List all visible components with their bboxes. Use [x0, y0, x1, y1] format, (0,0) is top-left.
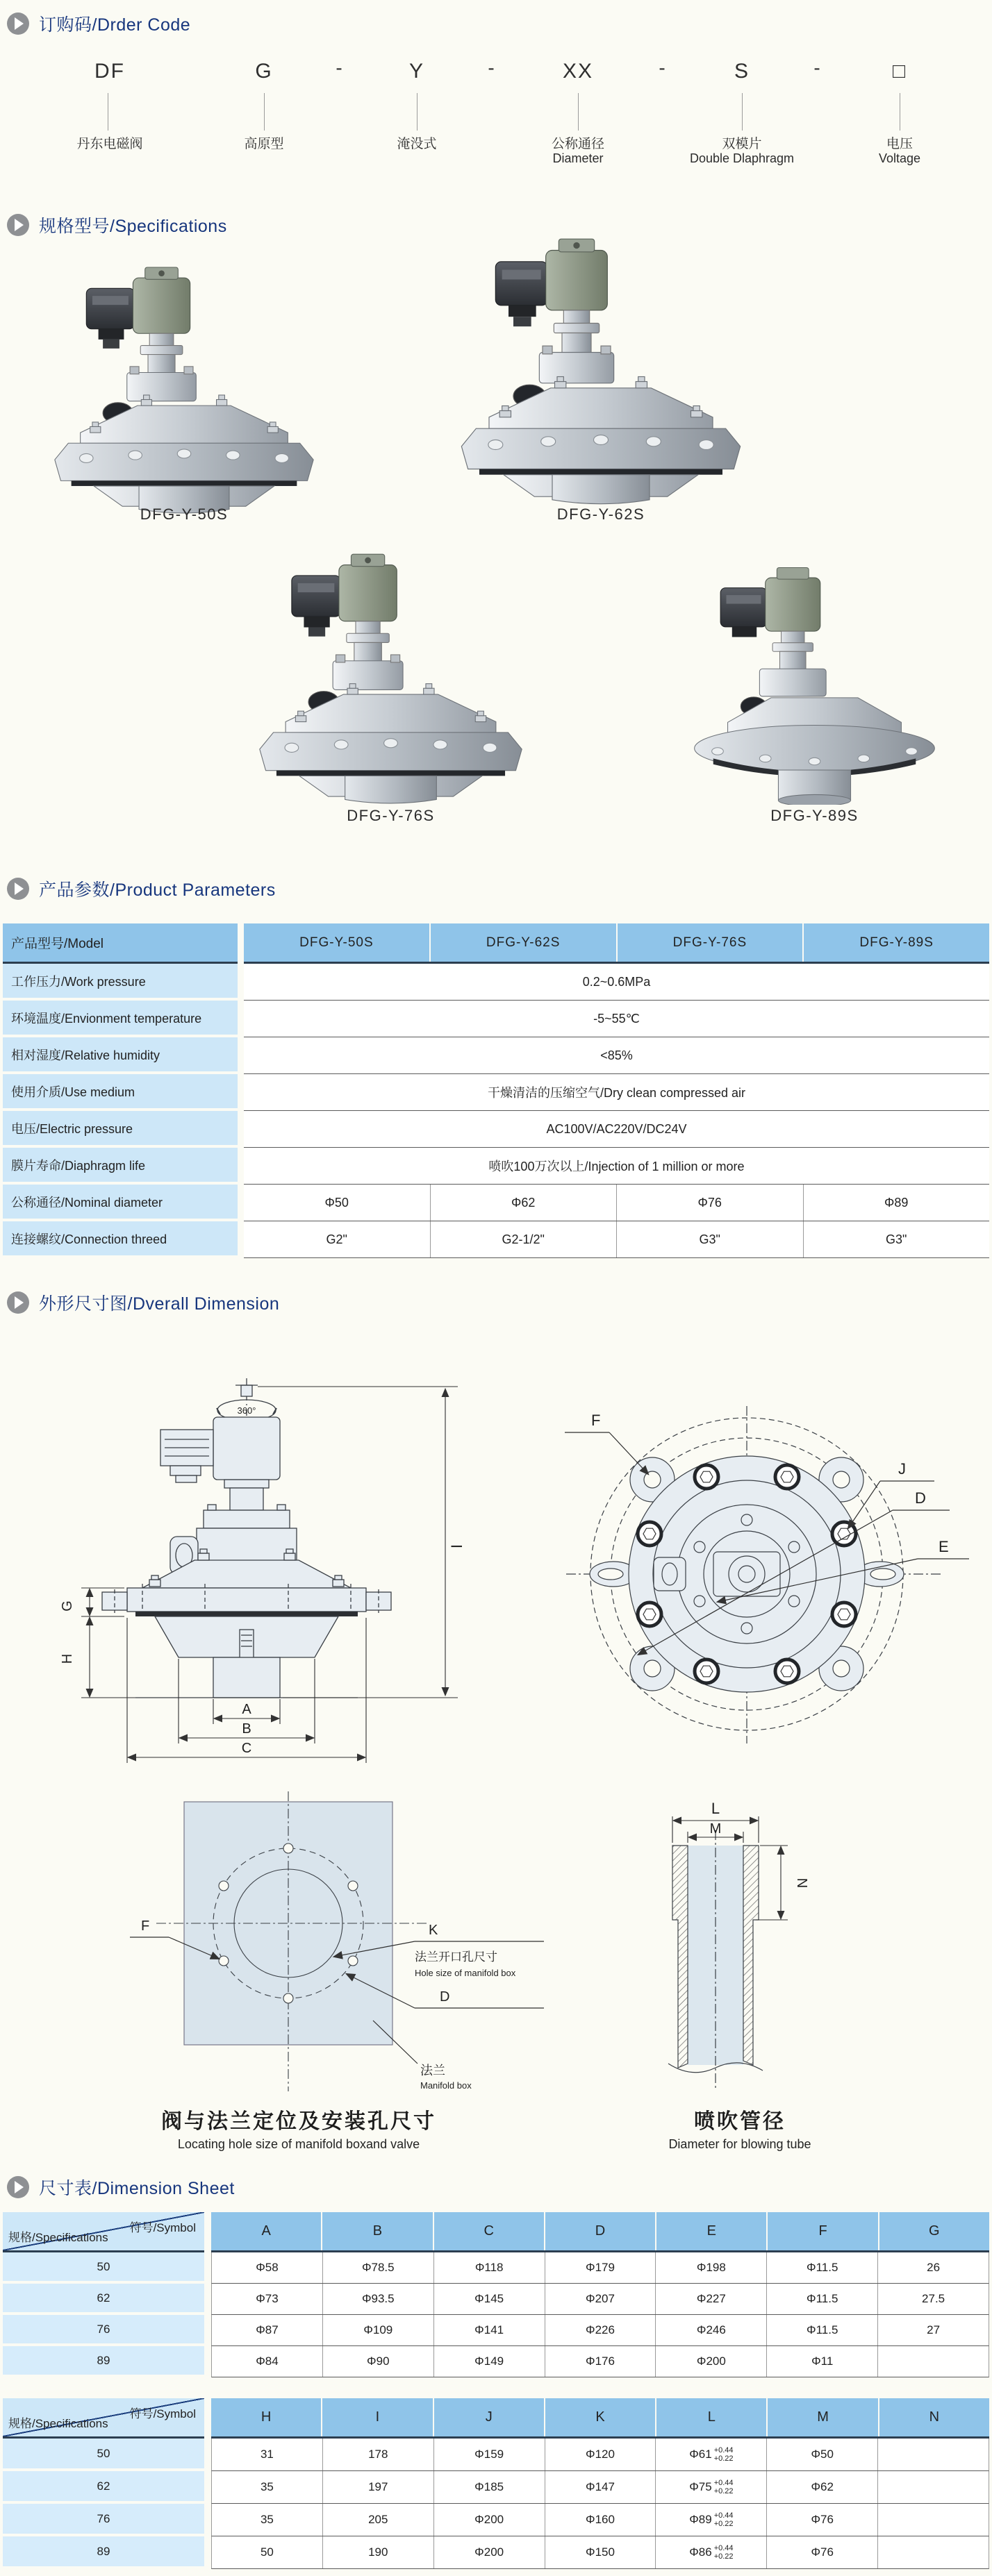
- code-part: S: [734, 60, 750, 83]
- row-label: 连接螺纹/Connection threed: [3, 1221, 238, 1258]
- code-part: DF: [94, 60, 125, 83]
- row-cell: G2": [326, 1232, 347, 1246]
- header-cell: L: [656, 2398, 766, 2436]
- row-value: -5~55℃: [593, 1011, 640, 1026]
- table-row: [3, 964, 989, 1001]
- header-cell: DFG-Y-50S: [244, 923, 429, 962]
- code-label-cn: 淹没式: [397, 137, 437, 151]
- section-title: 产品参数/Product Parameters: [39, 880, 276, 900]
- tolerance-lower: +0.22: [713, 2552, 734, 2561]
- row-cell: Φ76: [616, 1185, 803, 1221]
- model-caption: DFG-Y-50S: [140, 505, 229, 523]
- flange-note-cn: 法兰: [420, 2064, 445, 2077]
- spec-cell: 50: [3, 2252, 204, 2284]
- row-label: 使用介质/Use medium: [3, 1074, 238, 1111]
- table-row: [3, 1148, 989, 1185]
- header-cell: G: [879, 2212, 989, 2250]
- header-cell: J: [434, 2398, 544, 2436]
- table-row: [3, 1185, 989, 1221]
- code-part: □: [892, 60, 907, 83]
- code-part: G: [255, 60, 273, 83]
- code-label-cn: 双模片: [722, 137, 762, 151]
- section-title: 规格型号/Specifications: [39, 217, 227, 236]
- dim-label-a: A: [242, 1702, 251, 1717]
- value-cell: 35: [260, 2513, 274, 2526]
- dim-label-d: D: [440, 1989, 450, 2005]
- row-cell: G2-1/2": [430, 1221, 617, 1257]
- product-photo-dfg-y-76s: [254, 545, 528, 804]
- value-cell: Φ150: [545, 2536, 656, 2568]
- dim-label-h: H: [60, 1653, 75, 1664]
- spec-cell: 76: [3, 2504, 204, 2536]
- value-cell: Φ84: [256, 2355, 279, 2368]
- drawing-caption-cn: 喷吹管径: [694, 2110, 786, 2133]
- dimension-table-h-n: [3, 2398, 989, 2569]
- dim-label-n: N: [794, 1877, 809, 1889]
- value-cell: [877, 2439, 989, 2470]
- value-cell: Φ109: [322, 2315, 433, 2345]
- leader-line: [417, 93, 418, 131]
- header-cell: M: [768, 2398, 877, 2436]
- value-cell: Φ11.5: [766, 2252, 877, 2283]
- drawing-caption-cn: 阀与法兰定位及安装孔尺寸: [161, 2110, 436, 2133]
- table-row: [3, 1221, 989, 1258]
- value-cell: Φ73: [256, 2292, 279, 2305]
- value-cell: Φ76: [766, 2504, 877, 2536]
- value-cell: Φ227: [655, 2284, 766, 2314]
- code-separator: -: [813, 57, 820, 78]
- corner-symbol: 符号/Symbol: [129, 2221, 196, 2234]
- section-header-overall-dimension: [7, 1290, 279, 1315]
- row-value: 0.2~0.6MPa: [582, 974, 651, 989]
- value-cell: 27: [877, 2315, 989, 2345]
- value-cell: Φ226: [545, 2315, 656, 2345]
- dim-label-m: M: [709, 1821, 722, 1837]
- value-cell-with-tolerance: [655, 2536, 766, 2568]
- value-cell: Φ11.5: [766, 2284, 877, 2314]
- table-row: [3, 2315, 989, 2346]
- tolerance-lower: +0.22: [713, 2487, 734, 2495]
- value-cell: Φ160: [545, 2504, 656, 2536]
- table-row: [3, 2284, 989, 2315]
- value-cell: [877, 2346, 989, 2377]
- header-cell: E: [656, 2212, 766, 2250]
- product-photo-dfg-y-62s: [455, 229, 747, 505]
- code-label-cn: 高原型: [244, 137, 284, 151]
- value-cell: Φ200: [433, 2504, 545, 2536]
- section-header-specifications: [7, 212, 227, 237]
- value-cell: Φ149: [433, 2346, 545, 2377]
- header-cell: DFG-Y-62S: [431, 923, 616, 962]
- model-caption: DFG-Y-89S: [770, 807, 859, 824]
- section-header-product-parameters: [7, 876, 276, 901]
- spec-cell: 89: [3, 2346, 204, 2377]
- value-cell: 26: [877, 2252, 989, 2283]
- value-cell: Φ185: [433, 2471, 545, 2503]
- play-icon: [7, 878, 29, 900]
- value-cell: Φ141: [433, 2315, 545, 2345]
- value-cell: Φ90: [322, 2346, 433, 2377]
- table-row: [3, 2439, 989, 2471]
- value-cell: Φ207: [545, 2284, 656, 2314]
- header-cell: K: [545, 2398, 655, 2436]
- value-cell: Φ179: [545, 2252, 656, 2283]
- value-cell: 197: [322, 2471, 433, 2503]
- value-cell: Φ11: [766, 2346, 877, 2377]
- tolerance-stack: [714, 2511, 734, 2528]
- code-label-cn: 丹东电磁阀: [76, 137, 143, 151]
- header-cell: DFG-Y-76S: [618, 923, 803, 962]
- dim-label-k: K: [429, 1923, 438, 1938]
- value-cell: [877, 2536, 989, 2568]
- value-cell: Φ93.5: [322, 2284, 433, 2314]
- drawing-blowing-tube: [590, 1791, 896, 2104]
- value-cell: Φ147: [545, 2471, 656, 2503]
- hole-note-en: Hole size of manifold box: [415, 1968, 516, 1978]
- table-row: [3, 2471, 989, 2504]
- code-label-cn: 公称通径: [551, 137, 605, 151]
- table-row: [3, 2252, 989, 2284]
- header-cell: B: [322, 2212, 432, 2250]
- value-cell: Φ11.5: [766, 2315, 877, 2345]
- code-label-cn: 电压: [886, 137, 914, 151]
- dim-label-e: E: [939, 1538, 949, 1555]
- header-cell: N: [879, 2398, 989, 2436]
- section-title: 尺寸表/Dimension Sheet: [39, 2179, 235, 2198]
- order-code-diagram: [0, 0, 992, 208]
- code-separator: -: [659, 57, 666, 78]
- spec-cell: 89: [3, 2536, 204, 2569]
- leader-line: [742, 93, 743, 131]
- header-cell: H: [211, 2398, 321, 2436]
- play-icon: [7, 1291, 29, 1314]
- value-cell-with-tolerance: [655, 2471, 766, 2503]
- row-cell: Φ62: [430, 1185, 617, 1221]
- row-label: 相对湿度/Relative humidity: [3, 1037, 238, 1074]
- play-icon: [7, 2176, 29, 2198]
- tolerance-lower: +0.22: [713, 2520, 734, 2528]
- drawing-caption-en: Diameter for blowing tube: [668, 2137, 811, 2151]
- corner-spec: 规格/Specifications: [8, 2231, 108, 2244]
- table-row: [3, 2504, 989, 2536]
- row-cell: Φ89: [803, 1185, 990, 1221]
- corner-spec: 规格/Specifications: [8, 2417, 108, 2430]
- leader-line: [264, 93, 265, 131]
- dim-label-g: G: [60, 1600, 75, 1612]
- value-cell: 35: [260, 2480, 274, 2493]
- tolerance-base: Φ75: [689, 2480, 712, 2493]
- code-separator: -: [336, 57, 342, 78]
- table-header-row: [3, 2398, 989, 2439]
- section-header-dimension-sheet: [7, 2175, 235, 2200]
- model-caption: DFG-Y-76S: [347, 807, 435, 824]
- dim-label-i: I: [448, 1544, 465, 1549]
- model-caption: DFG-Y-62S: [556, 505, 645, 523]
- spec-cell: 50: [3, 2439, 204, 2471]
- tolerance-base: Φ61: [689, 2448, 712, 2461]
- value-cell: Φ118: [433, 2252, 545, 2283]
- dim-label-f: F: [591, 1412, 601, 1429]
- table-header-row: [3, 2212, 989, 2252]
- value-cell: Φ145: [433, 2284, 545, 2314]
- value-cell: Φ78.5: [322, 2252, 433, 2283]
- row-label: 工作压力/Work pressure: [3, 964, 238, 1001]
- header-cell: I: [322, 2398, 432, 2436]
- header-cell: D: [545, 2212, 655, 2250]
- row-label: 膜片寿命/Diaphragm life: [3, 1148, 238, 1185]
- value-cell: 50: [260, 2545, 274, 2559]
- flange-note-en: Manifold box: [420, 2080, 472, 2091]
- product-parameters-table: [3, 923, 989, 1258]
- value-cell: Φ76: [766, 2536, 877, 2568]
- value-cell: Φ50: [766, 2439, 877, 2470]
- dim-label-j: J: [898, 1460, 906, 1478]
- value-cell: 27.5: [877, 2284, 989, 2314]
- drawing-caption-en: Locating hole size of manifold boxand valve: [177, 2137, 420, 2151]
- corner-symbol: 符号/Symbol: [129, 2407, 196, 2420]
- value-cell-with-tolerance: [655, 2504, 766, 2536]
- tolerance-base: Φ86: [689, 2545, 712, 2559]
- leader-line: [578, 93, 579, 131]
- row-cell: G3": [616, 1221, 803, 1257]
- value-cell-with-tolerance: [655, 2439, 766, 2470]
- diagonal-header-cell: [3, 2398, 204, 2439]
- tolerance-stack: [714, 2544, 734, 2561]
- code-label-en: Double Dlaphragm: [689, 151, 795, 165]
- row-cell: G3": [803, 1221, 990, 1257]
- header-cell: F: [768, 2212, 877, 2250]
- drawing-manifold-holes: [115, 1791, 545, 2104]
- dim-label-l: L: [711, 1800, 720, 1817]
- tolerance-upper: +0.44: [713, 2445, 734, 2454]
- drawing-top-view: [524, 1385, 983, 1764]
- value-cell: [877, 2504, 989, 2536]
- spec-cell: 62: [3, 2471, 204, 2504]
- spec-cell: 62: [3, 2284, 204, 2315]
- value-cell: 205: [322, 2504, 433, 2536]
- code-part: XX: [562, 60, 594, 83]
- header-cell: C: [434, 2212, 544, 2250]
- dim-label-f: F: [141, 1918, 150, 1934]
- header-cell: A: [211, 2212, 321, 2250]
- value-cell: Φ176: [545, 2346, 656, 2377]
- value-cell: Φ159: [433, 2439, 545, 2470]
- table-header-row: [3, 923, 989, 964]
- tolerance-upper: +0.44: [713, 2478, 734, 2487]
- tolerance-lower: +0.22: [713, 2454, 734, 2463]
- row-value: <85%: [600, 1048, 633, 1062]
- table-row: [3, 1074, 989, 1111]
- value-cell: Φ87: [256, 2323, 279, 2336]
- spec-cell: 76: [3, 2315, 204, 2346]
- row-label: 电压/Electric pressure: [3, 1111, 238, 1148]
- table-row: [3, 1111, 989, 1148]
- rotation-note: 360°: [237, 1405, 256, 1416]
- dim-label-b: B: [242, 1721, 251, 1737]
- dim-label-d: D: [915, 1489, 926, 1507]
- code-label-en: Diameter: [552, 151, 604, 165]
- row-value: 喷吹100万次以上/Injection of 1 million or more: [488, 1160, 745, 1173]
- row-label: 公称通径/Nominal diameter: [3, 1185, 238, 1221]
- row-label: 环境温度/Envionment temperature: [3, 1001, 238, 1037]
- header-cell: 产品型号/Model: [3, 923, 238, 964]
- diagonal-header-cell: [3, 2212, 204, 2252]
- table-row: [3, 1037, 989, 1074]
- value-cell: Φ198: [655, 2252, 766, 2283]
- product-photo-dfg-y-89s: [684, 559, 945, 805]
- row-cell: Φ50: [324, 1195, 349, 1210]
- header-cell: DFG-Y-89S: [804, 923, 989, 962]
- value-cell: 178: [322, 2439, 433, 2470]
- tolerance-stack: [714, 2479, 734, 2495]
- tolerance-stack: [714, 2446, 734, 2463]
- product-photo-dfg-y-50s: [49, 258, 320, 514]
- value-cell: 31: [260, 2448, 274, 2461]
- section-title: 外形尺寸图/Dverall Dimension: [39, 1294, 280, 1314]
- value-cell: Φ58: [256, 2261, 279, 2274]
- code-part: Y: [408, 60, 425, 83]
- table-row: [3, 1001, 989, 1037]
- code-label-en: Voltage: [878, 151, 921, 165]
- section-title: 订购码/Drder Code: [39, 15, 191, 35]
- table-row: [3, 2346, 989, 2377]
- value-cell: Φ200: [433, 2536, 545, 2568]
- row-value: AC100V/AC220V/DC24V: [546, 1121, 687, 1136]
- hole-note-cn: 法兰开口孔尺寸: [415, 1950, 497, 1964]
- row-value: 干燥清洁的压缩空气/Dry clean compressed air: [487, 1086, 746, 1100]
- code-separator: -: [488, 57, 495, 78]
- tolerance-upper: +0.44: [713, 2543, 734, 2552]
- value-cell: Φ200: [655, 2346, 766, 2377]
- tolerance-upper: +0.44: [713, 2511, 734, 2520]
- value-cell: 190: [322, 2536, 433, 2568]
- value-cell: Φ120: [545, 2439, 656, 2470]
- tolerance-base: Φ89: [689, 2513, 712, 2526]
- dimension-table-a-g: [3, 2212, 989, 2377]
- value-cell: Φ62: [766, 2471, 877, 2503]
- dim-label-c: C: [241, 1741, 252, 1756]
- value-cell: Φ246: [655, 2315, 766, 2345]
- value-cell: [877, 2471, 989, 2503]
- table-row: [3, 2536, 989, 2569]
- drawing-side-view: [38, 1371, 490, 1771]
- play-icon: [7, 214, 29, 236]
